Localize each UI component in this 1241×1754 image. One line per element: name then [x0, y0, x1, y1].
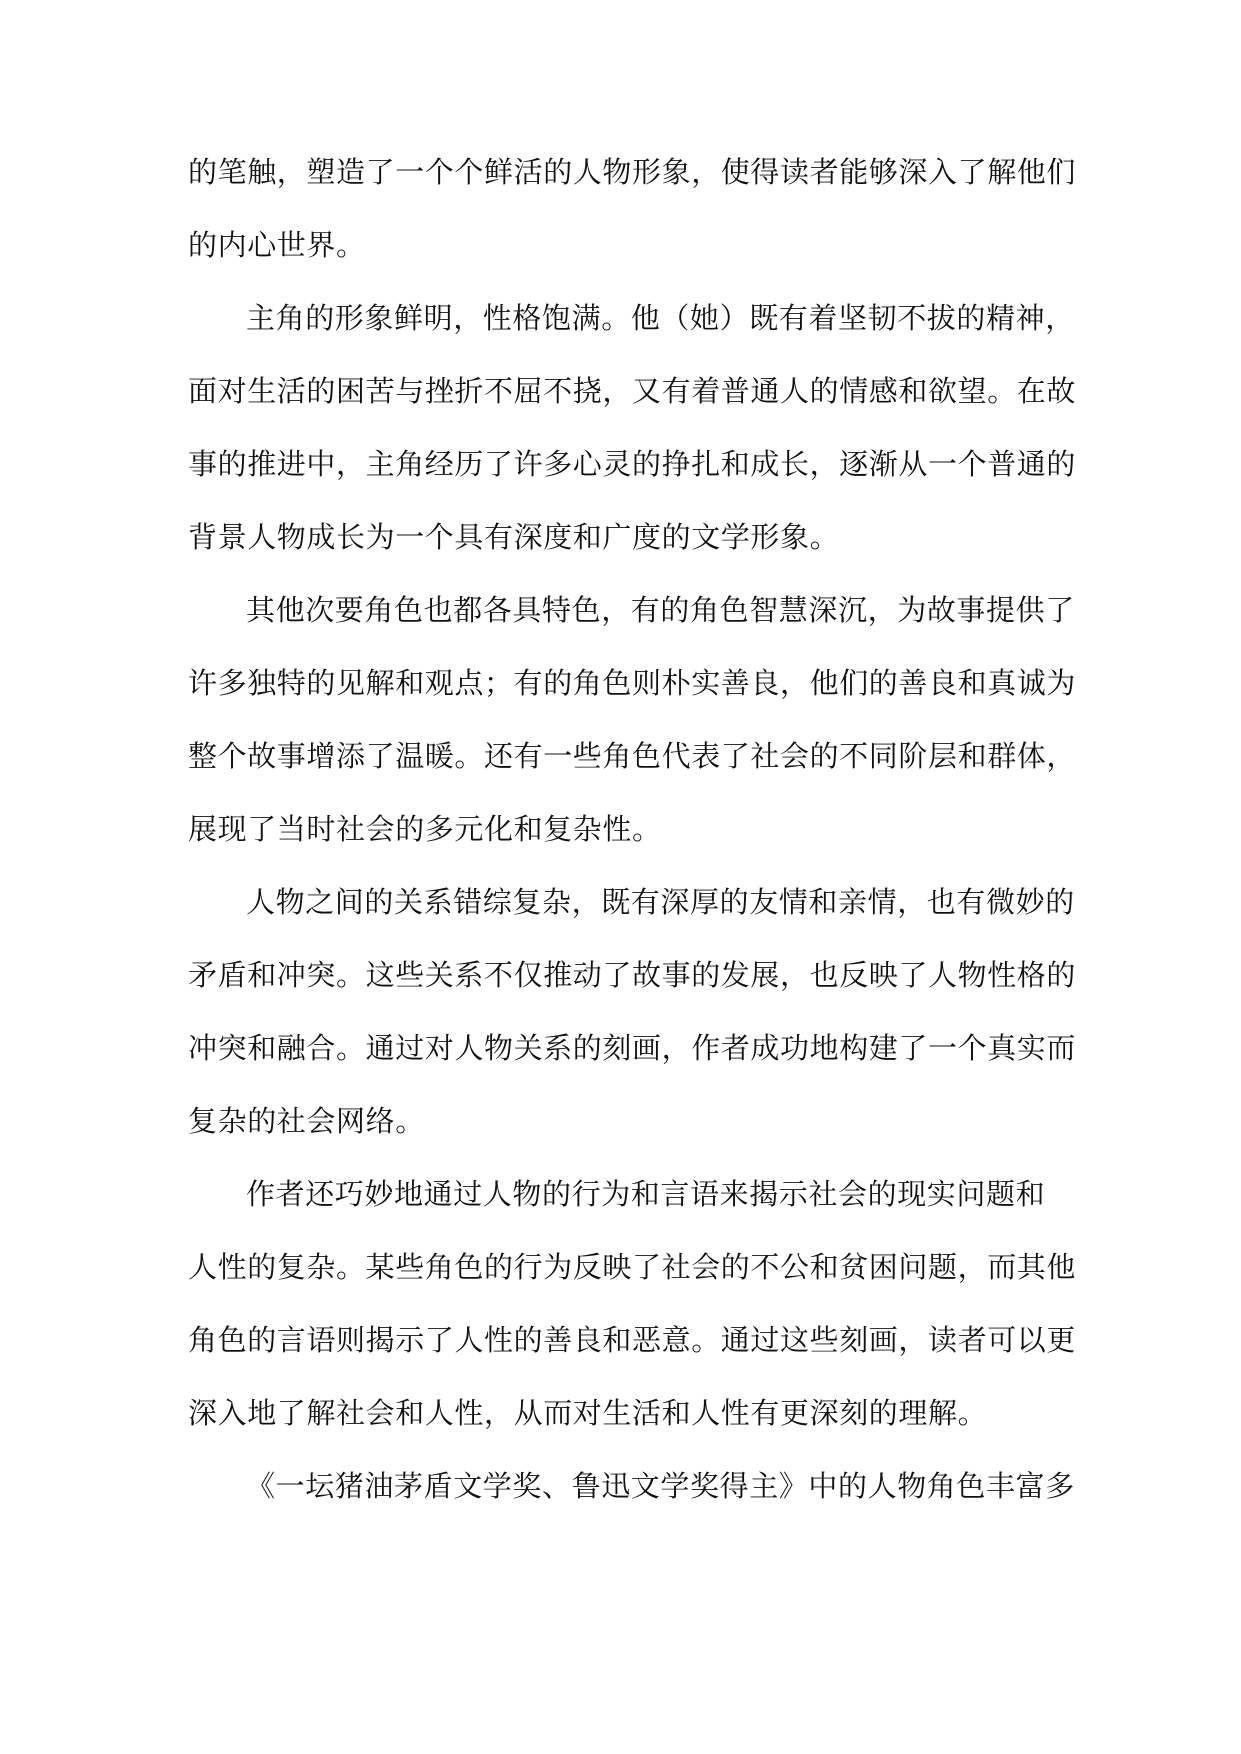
text-line: 矛盾和冲突。这些关系不仅推动了故事的发展，也反映了人物性格的	[188, 958, 1077, 992]
text-line: 复杂的社会网络。	[188, 1104, 425, 1138]
text-line: 冲突和融合。通过对人物关系的刻画，作者成功地构建了一个真实而	[188, 1031, 1077, 1065]
text-line: 整个故事增添了温暖。还有一些角色代表了社会的不同阶层和群体，	[188, 739, 1077, 773]
text-line: 深入地了解社会和人性，从而对生活和人性有更深刻的理解。	[188, 1396, 988, 1430]
text-line: 事的推进中，主角经历了许多心灵的挣扎和成长，逐渐从一个普通的	[188, 447, 1077, 481]
text-line: 角色的言语则揭示了人性的善良和恶意。通过这些刻画，读者可以更	[188, 1323, 1077, 1357]
text-line: 展现了当时社会的多元化和复杂性。	[188, 812, 662, 846]
text-line: 的笔触，塑造了一个个鲜活的人物形象，使得读者能够深入了解他们	[188, 155, 1077, 189]
paragraph-first-line: 主角的形象鲜明，性格饱满。他（她）既有着坚韧不拔的精神，	[246, 301, 1075, 335]
text-line: 面对生活的困苦与挫折不屈不挠，又有着普通人的情感和欲望。在故	[188, 374, 1077, 408]
text-line: 背景人物成长为一个具有深度和广度的文学形象。	[188, 520, 840, 554]
paragraph-first-line: 《一坛猪油茅盾文学奖、鲁迅文学奖得主》中的人物角色丰富多	[246, 1469, 1075, 1503]
text-line: 的内心世界。	[188, 228, 366, 262]
paragraph-first-line: 人物之间的关系错综复杂，既有深厚的友情和亲情，也有微妙的	[246, 885, 1075, 919]
text-line: 人性的复杂。某些角色的行为反映了社会的不公和贫困问题，而其他	[188, 1250, 1077, 1284]
text-line: 许多独特的见解和观点；有的角色则朴实善良，他们的善良和真诚为	[188, 666, 1077, 700]
paragraph-first-line: 其他次要角色也都各具特色，有的角色智慧深沉，为故事提供了	[246, 593, 1075, 627]
paragraph-first-line: 作者还巧妙地通过人物的行为和言语来揭示社会的现实问题和	[246, 1177, 1046, 1211]
